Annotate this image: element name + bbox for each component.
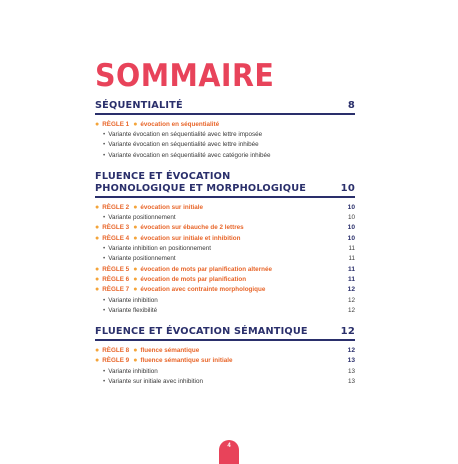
variant-text: Variante évocation en séquentialité avec catégorie inhibée [108, 151, 271, 159]
toc-variant-row [95, 243, 355, 253]
rule-description: fluence sémantique sur initiale [140, 357, 233, 365]
variant-page: 13 [347, 377, 355, 385]
rule-label: RÈGLE 3 [102, 224, 130, 232]
rule-description: évocation en séquentialité [140, 120, 220, 128]
section-title: SÉQUENTIALITÉ [95, 100, 183, 111]
section-page: 12 [340, 326, 355, 338]
bullet-icon: • [103, 151, 106, 159]
variant-text: Variante positionnement [108, 255, 176, 263]
bullet-dot: ● [133, 265, 138, 273]
rule-description: évocation sur initiale et inhibition [140, 234, 241, 242]
toc-variant-row [95, 366, 355, 376]
section-spacer [95, 315, 355, 326]
toc-variant-entry [95, 307, 157, 314]
table-of-contents [95, 100, 355, 387]
toc-rule-entry [95, 286, 265, 293]
page-title: SOMMAIRE [95, 58, 275, 94]
bullet-dot: ● [95, 347, 100, 355]
bullet-dot: ● [133, 347, 138, 355]
rule-label: RÈGLE 7 [102, 286, 130, 294]
toc-variant-row [95, 254, 355, 264]
bullet-icon: • [103, 377, 106, 385]
toc-rule-entry [95, 266, 272, 273]
rule-description: évocation de mots par planification [140, 275, 247, 283]
toc-variant-entry [95, 141, 259, 148]
rule-page: 13 [347, 357, 355, 365]
toc-rule-row [95, 345, 355, 355]
section-heading [95, 100, 355, 111]
rule-page: 10 [347, 203, 355, 211]
toc-rule-row [95, 264, 355, 274]
bullet-icon: • [103, 255, 106, 263]
toc-variant-row [95, 305, 355, 315]
toc-variant-entry [95, 131, 262, 138]
rule-page: 10 [347, 224, 355, 232]
section-title-2: PHONOLOGIQUE ET MORPHOLOGIQUE [95, 183, 307, 195]
rule-page: 11 [348, 275, 355, 283]
toc-variant-entry [95, 297, 158, 304]
bullet-dot: ● [133, 357, 138, 365]
section-title-line [95, 171, 355, 182]
section-title: FLUENCE ET ÉVOCATION SÉMANTIQUE [95, 326, 308, 338]
variant-text: Variante sur initiale avec inhibition [108, 377, 203, 385]
rule-page: 10 [347, 234, 355, 242]
section-divider [95, 196, 355, 198]
variant-text: Variante flexibilité [108, 306, 158, 314]
toc-variant-entry [95, 152, 271, 159]
rule-description: évocation sur ébauche de 2 lettres [140, 224, 244, 232]
bullet-dot: ● [95, 203, 100, 211]
section-title-line [95, 100, 355, 111]
variant-text: Variante évocation en séquentialité avec lettre imposée [108, 130, 263, 138]
bullet-dot: ● [95, 120, 100, 128]
toc-rule-entry [95, 276, 246, 283]
section-title: FLUENCE ET ÉVOCATION [95, 171, 231, 183]
variant-page: 13 [347, 367, 355, 375]
toc-variant-row [95, 376, 355, 386]
variant-page: 10 [347, 214, 355, 222]
toc-variant-entry [95, 378, 203, 385]
rule-description: évocation de mots par planification alternée [140, 265, 272, 273]
bullet-icon: • [103, 245, 106, 253]
bullet-icon: • [103, 296, 106, 304]
bullet-dot: ● [95, 357, 100, 365]
rule-description: fluence sémantique [140, 347, 200, 355]
toc-rule-entry [95, 235, 240, 242]
rule-label: RÈGLE 4 [102, 234, 130, 242]
rule-page: 11 [348, 265, 355, 273]
toc-variant-row [95, 129, 355, 139]
variant-text: Variante inhibition [108, 367, 158, 375]
section-spacer [95, 160, 355, 171]
bullet-icon: • [103, 367, 106, 375]
section-heading [95, 326, 355, 337]
toc-rule-entry [95, 347, 199, 354]
toc-rule-entry [95, 121, 219, 128]
toc-rule-entry [95, 204, 203, 211]
toc-variant-entry [95, 368, 158, 375]
section-page: 10 [340, 183, 355, 195]
section-divider [95, 113, 355, 115]
rule-label: RÈGLE 9 [102, 357, 130, 365]
variant-page: 12 [347, 296, 355, 304]
rule-page: 12 [347, 347, 355, 355]
bullet-icon: • [103, 306, 106, 314]
bullet-dot: ● [95, 286, 100, 294]
toc-rule-row [95, 274, 355, 284]
variant-text: Variante positionnement [108, 214, 176, 222]
toc-rule-entry [95, 357, 232, 364]
rule-description: évocation sur initiale [140, 203, 204, 211]
rule-label: RÈGLE 8 [102, 347, 130, 355]
bullet-dot: ● [95, 224, 100, 232]
bullet-dot: ● [133, 203, 138, 211]
section-title-line [95, 183, 355, 194]
toc-rule-entry [95, 224, 244, 231]
bullet-icon: • [103, 214, 106, 222]
toc-rule-row [95, 285, 355, 295]
toc-rule-row [95, 356, 355, 366]
rule-label: RÈGLE 6 [102, 275, 130, 283]
bullet-dot: ● [133, 234, 138, 242]
toc-variant-row [95, 295, 355, 305]
toc-variant-row [95, 140, 355, 150]
toc-rule-row [95, 202, 355, 212]
bullet-dot: ● [133, 275, 138, 283]
page-number-badge: 4 [219, 440, 239, 464]
section-heading [95, 171, 355, 194]
bullet-dot: ● [133, 120, 138, 128]
rule-page: 12 [347, 286, 355, 294]
bullet-dot: ● [95, 275, 100, 283]
toc-rule-row [95, 119, 355, 129]
section-page: 8 [347, 100, 355, 111]
toc-variant-row [95, 150, 355, 160]
toc-variant-row [95, 212, 355, 222]
bullet-dot: ● [95, 234, 100, 242]
bullet-dot: ● [133, 286, 138, 294]
section-title-line [95, 326, 355, 337]
bullet-dot: ● [133, 224, 138, 232]
toc-variant-entry [95, 245, 211, 252]
rule-label: RÈGLE 1 [102, 120, 130, 128]
toc-variant-entry [95, 255, 176, 262]
rule-description: évocation avec contrainte morphologique [140, 286, 266, 294]
rule-label: RÈGLE 2 [102, 203, 130, 211]
variant-text: Variante évocation en séquentialité avec lettre inhibée [108, 141, 259, 149]
toc-rule-row [95, 223, 355, 233]
section-divider [95, 339, 355, 341]
variant-text: Variante inhibition [108, 296, 158, 304]
bullet-icon: • [103, 130, 106, 138]
variant-page: 11 [348, 255, 355, 263]
variant-page: 11 [348, 245, 355, 253]
toc-rule-row [95, 233, 355, 243]
variant-text: Variante inhibition en positionnement [108, 245, 212, 253]
bullet-icon: • [103, 141, 106, 149]
variant-page: 12 [347, 306, 355, 314]
rule-label: RÈGLE 5 [102, 265, 130, 273]
bullet-dot: ● [95, 265, 100, 273]
toc-variant-entry [95, 214, 176, 221]
